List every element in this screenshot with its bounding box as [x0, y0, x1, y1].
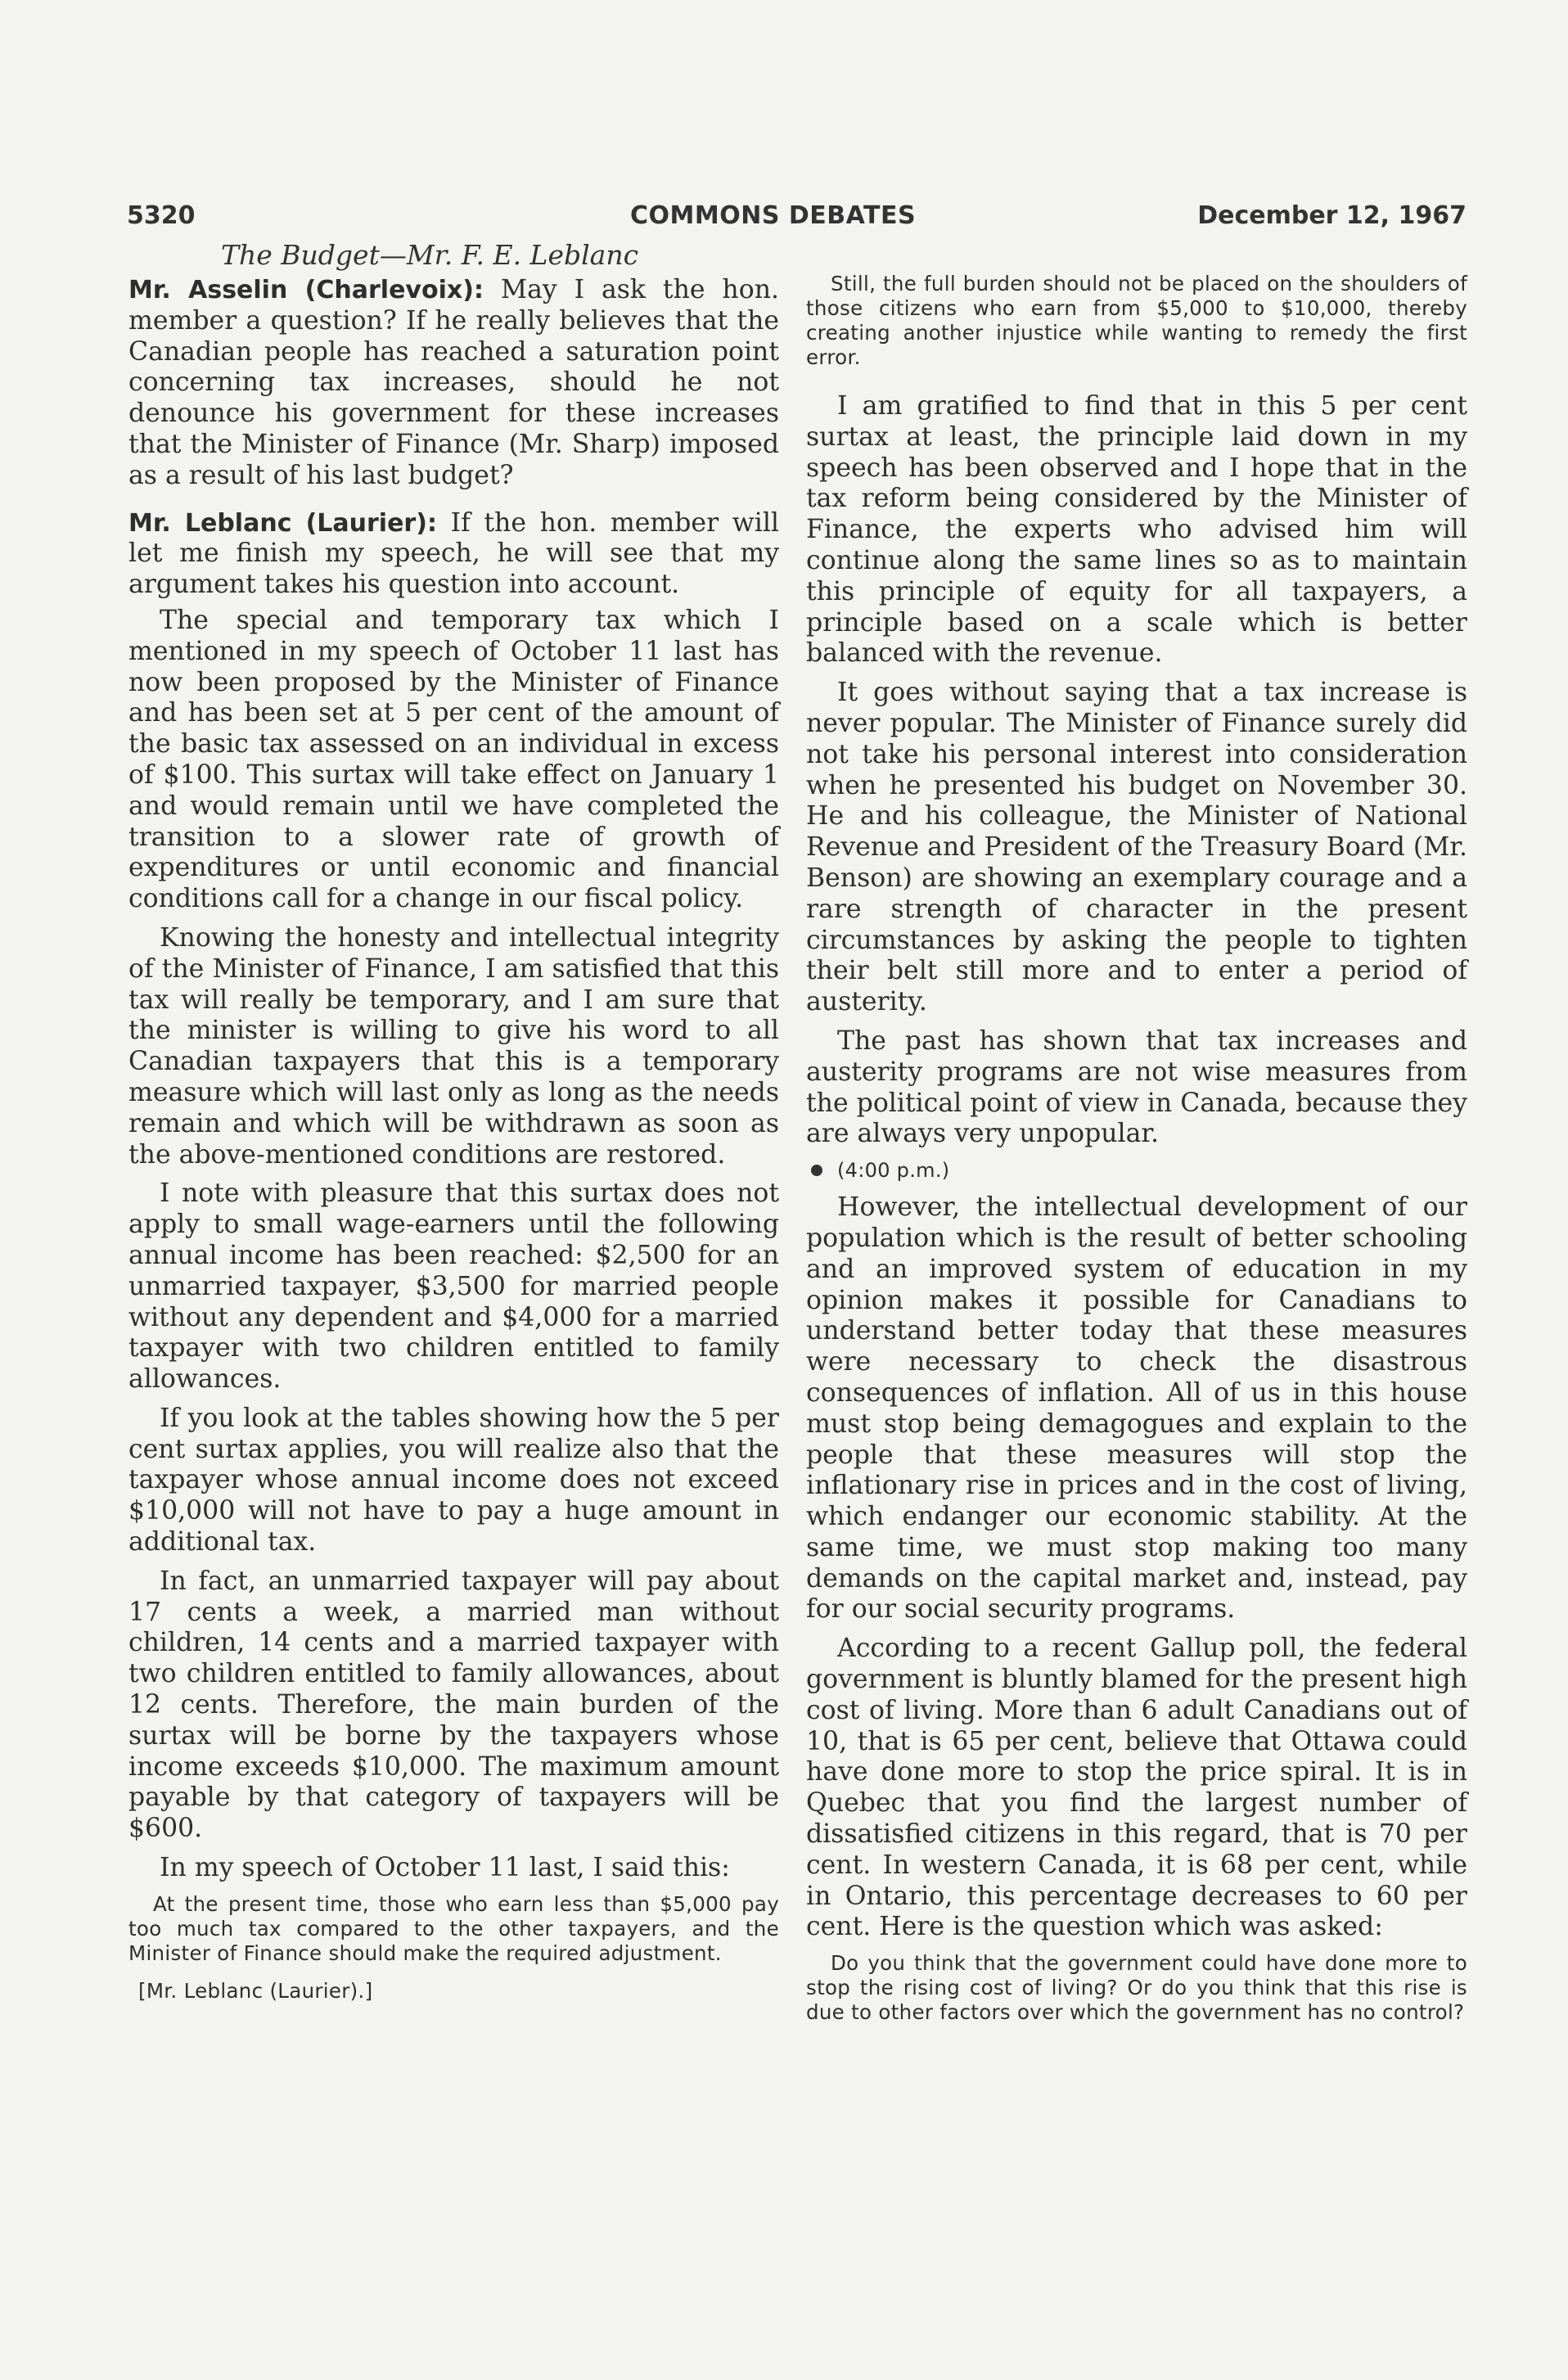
- running-head: The Budget—Mr. F. E. Leblanc: [221, 239, 639, 271]
- paragraph: It goes without saying that a tax increase is never popular. The Minister of Finance surely did not take his personal interest into consideration when he presented his budget on November 30. He and his colleague, the Minister of National Revenue and President of the Treasury Board (Mr. Benson) are showing an exemplary courage and a rare strength of character in the present circumstances by asking the people to tighten their belt still more and to enter a period of austerity.: [806, 678, 1467, 1017]
- speaker-name: Mr. Leblanc (Laurier):: [128, 508, 437, 538]
- publication-title: COMMONS DEBATES: [630, 201, 917, 230]
- paragraph: In fact, an unmarried taxpayer will pay about 17 cents a week, a married man without children, 14 cents and a married taxpayer with two children entitled to family allowances, about 12 cents. Therefore, the main burden of the surtax will be borne by the taxpayers whose income exceeds $10,000. The maximum amount payable by that category of taxpayers will be $600.: [128, 1566, 779, 1844]
- speech-text: If the hon. member will let me finish my speech, he will see that my argument takes his question into account.: [128, 507, 779, 600]
- paragraph: If you look at the tables showing how the 5 per cent surtax applies, you will realize also that the taxpayer whose annual income does not exceed $10,000 will not have to pay a huge amount in additional tax.: [128, 1403, 779, 1557]
- block-quote: Still, the full burden should not be placed on the shoulders of those citizens who earn from $5,000 to $10,000, thereby creating another injustice while wanting to remedy the first error.: [806, 272, 1467, 369]
- paragraph: However, the intellectual development of our population which is the result of better schooling and an improved system of education in my opinion makes it possible for Canadians to understand better today that these measures were necessary to check the disastrous consequences of inflation. All of us in this house must stop being demagogues and explain to the people that these measures will stop the inflationary rise in prices and in the cost of living, which endanger our economic stability. At the same time, we must stop making too many demands on the capital market and, instead, pay for our social security programs.: [806, 1192, 1467, 1625]
- speaker-name: Mr. Asselin (Charlevoix):: [128, 276, 484, 304]
- left-column: [128, 275, 779, 2004]
- paragraph: [128, 275, 779, 492]
- paragraph: In my speech of October 11 last, I said this:: [160, 1853, 730, 1883]
- page-header: [127, 201, 1467, 237]
- page-number: 5320: [127, 201, 196, 230]
- paragraph: Knowing the honesty and intellectual integrity of the Minister of Finance, I am satisfied that this tax will really be temporary, and I am sure that the minister is willing to give his word to all Canadian taxpayers that this is a temporary measure which will last only as long as the needs remain and which will be withdrawn as soon as the above-mentioned conditions are restored.: [128, 922, 779, 1170]
- block-quote: Do you think that the government could have done more to stop the rising cost of living? Or do you think that this rise is due to other factors over which the government has no control?: [806, 1951, 1467, 2025]
- paragraph: The past has shown that tax increases and austerity programs are not wise measures from the political point of view in Canada, because they are always very unpopular.: [806, 1025, 1467, 1149]
- paragraph: According to a recent Gallup poll, the federal government is bluntly blamed for the present high cost of living. More than 6 adult Canadians out of 10, that is 65 per cent, believe that Ottawa could have done more to stop the price spiral. It is in Quebec that you find the largest number of dissatisfied citizens in this regard, that is 70 per cent. In western Canada, it is 68 per cent, while in Ontario, this percentage decreases to 60 per cent. Here is the question which was asked:: [806, 1634, 1467, 1942]
- paragraph: [128, 508, 779, 601]
- bullet-icon: [811, 1165, 822, 1176]
- right-column: [806, 272, 1467, 2038]
- block-quote: At the present time, those who earn less than $5,000 pay too much tax compared to the other taxpayers, and the Minister of Finance should make the required adjustment.: [128, 1891, 779, 1965]
- speech-text: May I ask the hon. member a question? If he really believes that the Canadian people has reached a saturation point concerning tax increases, should he not denounce his government for these increases that the Minister of Finance (Mr. Sharp) imposed as a result of his last budget?: [128, 275, 779, 490]
- paragraph: The special and temporary tax which I mentioned in my speech of October 11 last has now been proposed by the Minister of Finance and has been set at 5 per cent of the amount of the basic tax assessed on an individual in excess of $100. This surtax will take effect on January 1 and would remain until we have completed the transition to a slower rate of growth of expenditures or until economic and financial conditions call for a change in our fiscal policy.: [128, 605, 779, 914]
- time-stamp: (4:00 p.m.): [837, 1159, 950, 1183]
- paragraph: I am gratified to find that in this 5 per cent surtax at least, the principle laid down in my speech has been observed and I hope that in the tax reform being considered by the Minister of Finance, the experts who advised him will continue along the same lines so as to maintain this principle of equity for all taxpayers, a principle based on a scale which is better balanced with the revenue.: [806, 391, 1467, 669]
- header-date: December 12, 1967: [1197, 201, 1467, 230]
- quote-attribution: [Mr. Leblanc (Laurier).]: [138, 1978, 373, 2003]
- time-marker: [806, 1158, 1467, 1183]
- paragraph: I note with pleasure that this surtax does not apply to small wage-earners until the following annual income has been reached: $2,500 for an unmarried taxpayer, $3,500 for married people without any dependent and $4,000 for a married taxpayer with two children entitled to family allowances.: [128, 1179, 779, 1395]
